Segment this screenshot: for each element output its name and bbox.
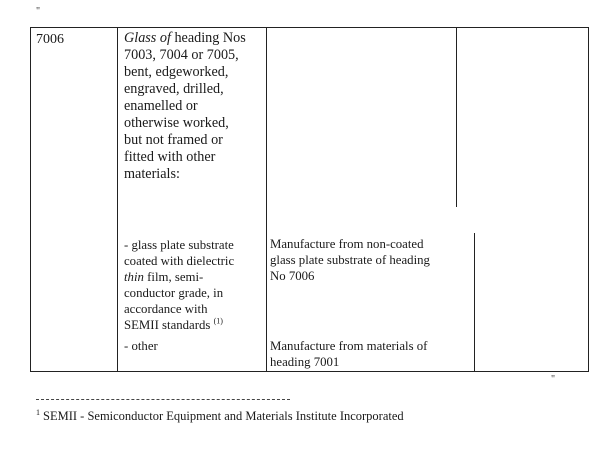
- table-bottom-border: [30, 371, 588, 372]
- column-divider-1: [117, 27, 118, 372]
- row-2-description: - other: [124, 339, 158, 353]
- heading-number: 7006: [36, 32, 64, 47]
- column-divider-3-lower: [474, 233, 475, 372]
- table-left-border: [30, 27, 31, 372]
- opening-quote-mark: ": [36, 6, 41, 17]
- footnote-text: SEMII - Semiconductor Equipment and Materials Institute Incorporated: [43, 409, 404, 423]
- row-1-footnote-ref: (1): [213, 316, 223, 326]
- footnote-separator: [36, 399, 290, 400]
- table-right-border: [588, 27, 589, 372]
- column-divider-3-upper: [456, 27, 457, 207]
- row-1-description: [124, 237, 266, 333]
- row-2-rule: Manufacture from materials of heading 7001: [270, 339, 428, 369]
- heading-description-rest: heading Nos 7003, 7004 or 7005, bent, edgeworked, engraved, drilled, enamelled or otherwise worked, but not framed or fitted with other materials:: [124, 30, 246, 182]
- footnote-marker: 1: [36, 407, 40, 417]
- heading-description-italic: Glass of: [124, 30, 171, 46]
- row-1-description-part2: film, semi- conductor grade, in accordance with SEMII standards: [124, 270, 224, 332]
- footnote: [36, 409, 404, 424]
- table-top-border: [30, 27, 588, 28]
- column-divider-2: [266, 27, 267, 372]
- row-1-rule: Manufacture from non-coated glass plate substrate of heading No 7006: [270, 237, 430, 283]
- closing-quote-mark: ": [551, 374, 556, 385]
- heading-description: [124, 30, 266, 183]
- row-1-description-part1: - glass plate substrate coated with dielectric: [124, 238, 235, 268]
- row-1-description-italic: thin: [124, 270, 144, 284]
